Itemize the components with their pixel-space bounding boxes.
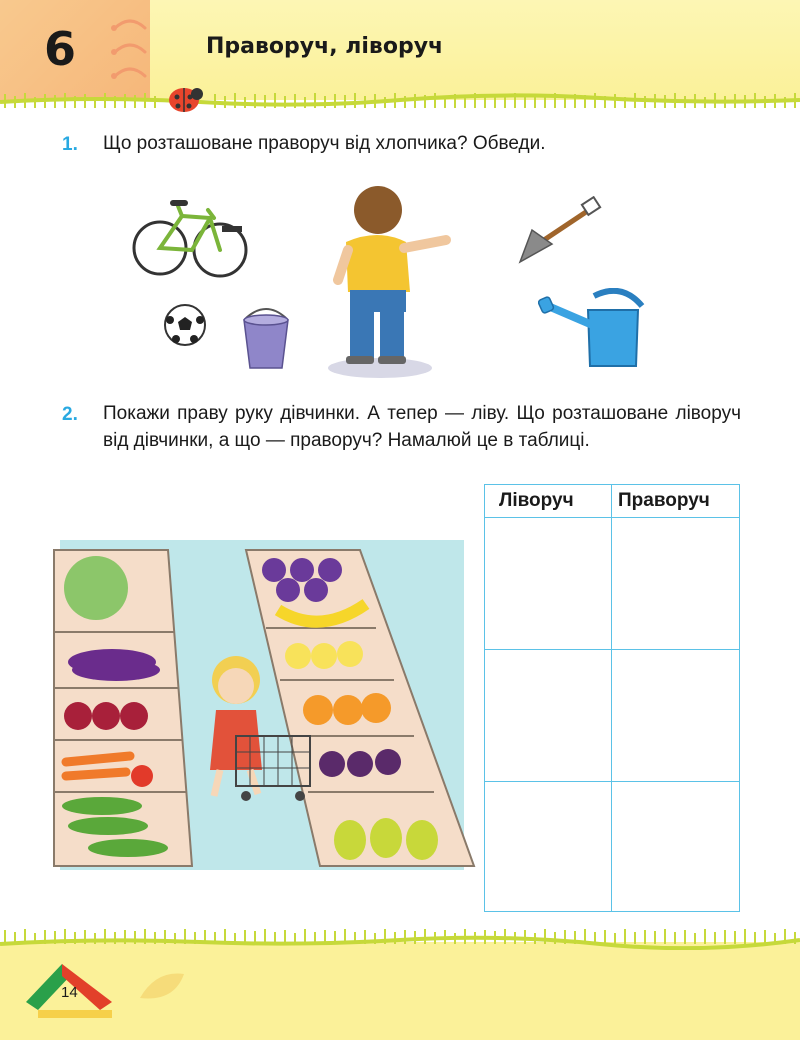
bicycle-icon	[130, 188, 250, 288]
table-header-left: Ліворуч	[499, 490, 574, 511]
grass-border-top	[0, 88, 800, 112]
task-2-text: Покажи праву руку дівчинки. А тепер — ліву. Що розташоване ліворуч від дівчинки, а що — праворуч? Намалюй це в таблиці.	[103, 403, 741, 451]
page-number: 14	[61, 984, 78, 1001]
footer-band	[0, 942, 800, 1040]
lesson-number: 6	[44, 22, 77, 76]
page-title: Праворуч, ліворуч	[206, 34, 444, 59]
table-header-divider	[485, 517, 739, 518]
watering-can-icon	[538, 288, 656, 374]
task-1-text: Що розташоване праворуч від хлопчика? Обведи.	[103, 133, 546, 154]
left-right-table	[484, 484, 740, 912]
leaf-icon	[136, 968, 188, 1004]
football-icon	[162, 302, 208, 348]
market-illustration	[50, 540, 476, 870]
boy-illustration	[318, 180, 458, 380]
shovel-icon	[514, 196, 606, 268]
table-row-divider	[485, 649, 739, 650]
table-header-right: Праворуч	[618, 490, 710, 511]
task-1-number: 1.	[62, 134, 78, 155]
task-2-number: 2.	[62, 404, 78, 425]
grass-border-bottom	[0, 926, 800, 950]
table-row-divider	[485, 781, 739, 782]
table-column-divider	[611, 485, 612, 911]
bucket-icon	[240, 306, 292, 372]
ladybug-icon	[164, 80, 208, 116]
